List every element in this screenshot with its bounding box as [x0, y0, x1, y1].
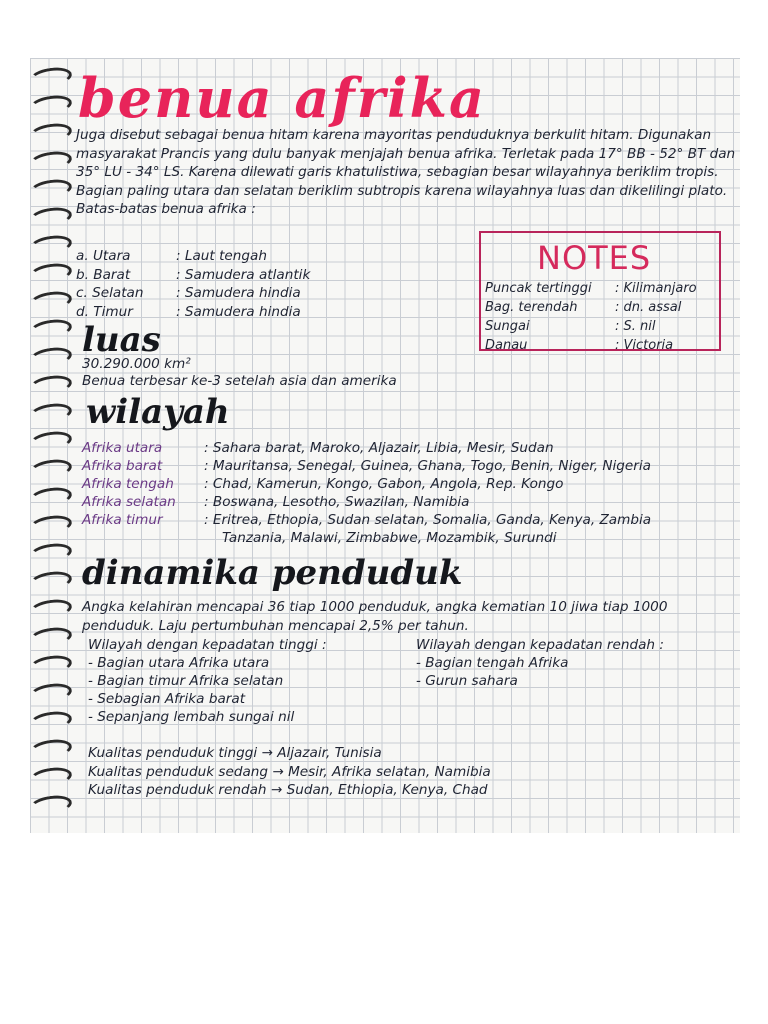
dinamika-text: Angka kelahiran mencapai 36 tiap 1000 penduduk, angka kematian 10 jiwa tiap 1000 penduduk. Laju pertumbuhan mencapai 2,5% per tahun.: [82, 599, 668, 634]
high-density-list: [88, 636, 327, 726]
luas-area: 30.290.000 km²: [82, 356, 191, 372]
spiral-binding: [30, 68, 80, 828]
quality-list: [88, 744, 491, 800]
boundary-row: a. Utara : Laut tengah: [76, 248, 267, 264]
notes-rows: [485, 279, 697, 355]
boundary-row: d. Timur : Samudera hindia: [76, 303, 301, 320]
spiral-ring: [30, 681, 73, 705]
spiral-ring: [30, 429, 73, 453]
region-row: Afrika barat : Mauritansa, Senegal, Guinea, Ghana, Togo, Benin, Niger, Nigeria: [82, 458, 651, 474]
list-item: - Bagian utara Afrika utara: [88, 655, 270, 671]
boundary-row: b. Barat : Samudera atlantik: [76, 266, 311, 283]
dinamika-heading: dinamika penduduk: [82, 553, 463, 593]
list-item: - Bagian tengah Afrika: [416, 655, 569, 671]
region-row: Afrika timur : Eritrea, Ethopia, Sudan selatan, Somalia, Ganda, Kenya, Zambia: [82, 512, 652, 528]
list-item: - Sebagian Afrika barat: [88, 691, 246, 707]
spiral-ring: [30, 261, 73, 285]
low-density-title: Wilayah dengan kepadatan rendah :: [416, 637, 664, 653]
spiral-ring: [30, 149, 73, 173]
spiral-ring: [30, 765, 73, 789]
notes-row: Puncak tertinggi : Kilimanjaro: [485, 281, 697, 296]
list-item: - Bagian timur Afrika selatan: [88, 673, 284, 689]
spiral-ring: [30, 737, 73, 761]
spiral-ring: [30, 177, 73, 201]
luas-note: Benua terbesar ke-3 setelah asia dan amerika: [82, 373, 397, 389]
spiral-ring: [30, 345, 73, 369]
spiral-ring: [30, 709, 73, 733]
notes-row: Sungai : S. nil: [485, 319, 656, 334]
list-item: - Gurun sahara: [416, 673, 518, 689]
spiral-ring: [30, 457, 73, 481]
high-density-title: Wilayah dengan kepadatan tinggi :: [88, 637, 327, 653]
notebook-page: [30, 58, 740, 833]
spiral-ring: [30, 205, 73, 229]
notes-row: Bag. terendah : dn. assal: [485, 300, 682, 315]
quality-row: Kualitas penduduk rendah → Sudan, Ethiopia, Kenya, Chad: [88, 782, 488, 798]
region-row: Afrika tengah : Chad, Kamerun, Kongo, Gabon, Angola, Rep. Kongo: [82, 476, 564, 492]
quality-row: Kualitas penduduk tinggi → Aljazair, Tunisia: [88, 745, 382, 761]
boundaries-list: [76, 247, 310, 321]
intro-paragraph: Juga disebut sebagai benua hitam karena mayoritas penduduknya berkulit hitam. Digunakan masyarakat Prancis yang dulu banyak menjajah benua afrika. Terletak pada 17° BB - 52° BT dan 35° LU - 34° LS. Karena dilewati garis khatulistiwa, sebagian besar wilayahnya beriklim tropis. Bagian paling utara dan selatan beriklim subtropis karena wilayahnya luas dan dikelilingi plato. Batas-batas benua afrika :: [76, 127, 736, 217]
boundary-row: c. Selatan : Samudera hindia: [76, 285, 301, 301]
region-row-continued: Tanzania, Malawi, Zimbabwe, Mozambik, Surundi: [222, 530, 557, 546]
notes-box: [479, 231, 721, 351]
spiral-ring: [30, 121, 73, 145]
spiral-ring: [30, 233, 73, 257]
region-row: Afrika utara : Sahara barat, Maroko, Aljazair, Libia, Mesir, Sudan: [82, 440, 554, 456]
spiral-ring: [30, 373, 73, 397]
spiral-ring: [30, 485, 73, 509]
spiral-ring: [30, 401, 73, 425]
notes-heading: NOTES: [537, 239, 652, 277]
spiral-ring: [30, 65, 73, 89]
spiral-ring: [30, 317, 73, 341]
low-density-list: [416, 636, 664, 690]
spiral-ring: [30, 541, 73, 565]
spiral-ring: [30, 569, 73, 593]
spiral-ring: [30, 597, 73, 621]
spiral-ring: [30, 93, 73, 117]
page-title: benua afrika: [78, 66, 487, 130]
spiral-ring: [30, 289, 73, 313]
quality-row: Kualitas penduduk sedang → Mesir, Afrika selatan, Namibia: [88, 763, 491, 780]
region-list: [82, 439, 651, 547]
spiral-ring: [30, 513, 73, 537]
region-row: Afrika selatan : Boswana, Lesotho, Swazilan, Namibia: [82, 494, 470, 510]
notes-row: Danau : Victoria: [485, 338, 674, 353]
spiral-ring: [30, 653, 73, 677]
list-item: - Sepanjang lembah sungai nil: [88, 709, 295, 725]
spiral-ring: [30, 625, 73, 649]
luas-heading: luas: [82, 320, 161, 360]
spiral-ring: [30, 793, 73, 817]
wilayah-heading: wilayah: [86, 392, 230, 432]
